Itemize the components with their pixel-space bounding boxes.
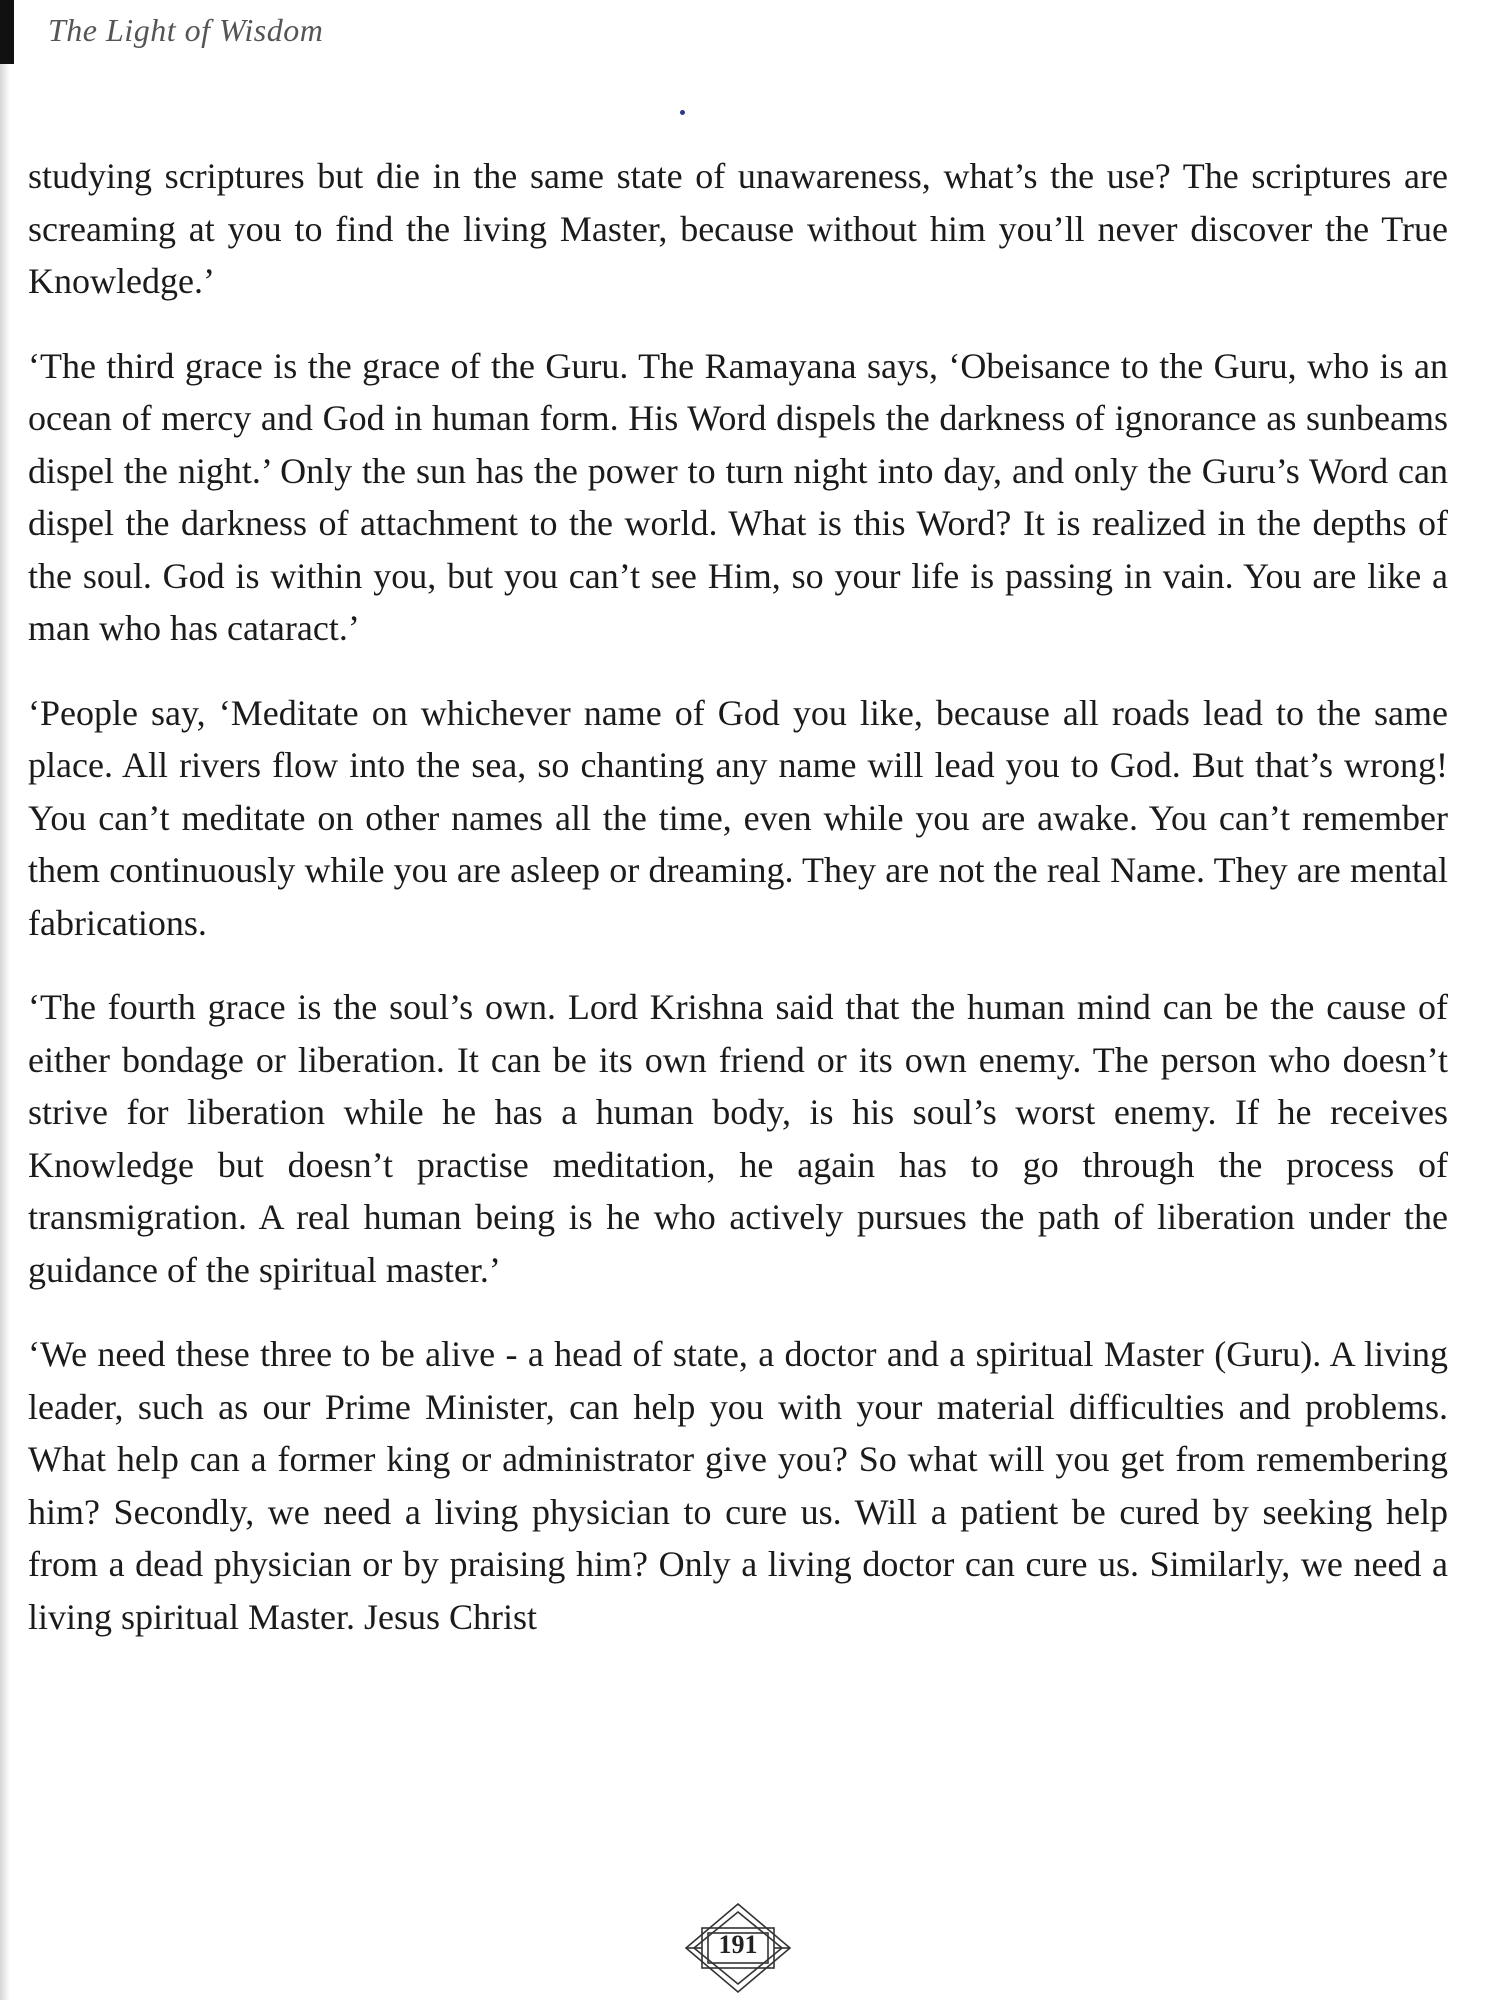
ink-speck (680, 110, 685, 115)
running-head: The Light of Wisdom (48, 12, 324, 48)
paragraph: studying scriptures but die in the same state of unawareness, what’s the use? The scriptures are screaming at you to find the living Master, because without him you’ll never discover the True Knowledge.’ (28, 156, 1448, 301)
paragraph: ‘The third grace is the grace of the Guru. The Ramayana says, ‘Obeisance to the Guru, who is an ocean of mercy and God in human form. His Word dispels the darkness of ignorance as sunbeams dispel the night.’ Only the sun has the power to turn night into day, and only the Guru’s Word can dispel the darkness of attachment to the world. What is this Word? It is realized in the depths of the soul. God is within you, but you can’t see Him, so your life is passing in vain. You are like a man who has cataract.’ (28, 345, 1448, 648)
page-number-ornament (678, 1900, 798, 1996)
paragraph: ‘The fourth grace is the soul’s own. Lord Krishna said that the human mind can be the cause of either bondage or liberation. It can be its own friend or its own enemy. The person who doesn’t strive for liberation while he has a human body, is his soul’s worst enemy. If he receives Knowledge but doesn’t practise meditation, he again has to go through the process of transmigration. A real human being is he who actively pursues the path of liberation under the guidance of the spiritual master.’ (28, 987, 1448, 1290)
scan-edge (0, 0, 14, 64)
scan-edge-shadow (0, 64, 10, 2000)
body-text (28, 150, 1448, 1675)
paragraph: ‘We need these three to be alive - a head of state, a doctor and a spiritual Master (Guru). A living leader, such as our Prime Minister, can help you with your material difficulties and problems. What help can a former king or administrator give you? So what will you get from remembering him? Secondly, we need a living physician to cure us. Will a patient be cured by seeking help from a dead physician or by praising him? Only a living doctor can cure us. Similarly, we need a living spiritual Master. Jesus Christ (28, 1334, 1448, 1637)
page-number: 191 (718, 1930, 758, 1959)
paragraph: ‘People say, ‘Meditate on whichever name of God you like, because all roads lead to the same place. All rivers flow into the sea, so chanting any name will lead you to God. But that’s wrong! You can’t meditate on other names all the time, even while you are awake. You can’t remember them continuously while you are asleep or dreaming. They are not the real Name. They are mental fabrications. (28, 692, 1448, 943)
